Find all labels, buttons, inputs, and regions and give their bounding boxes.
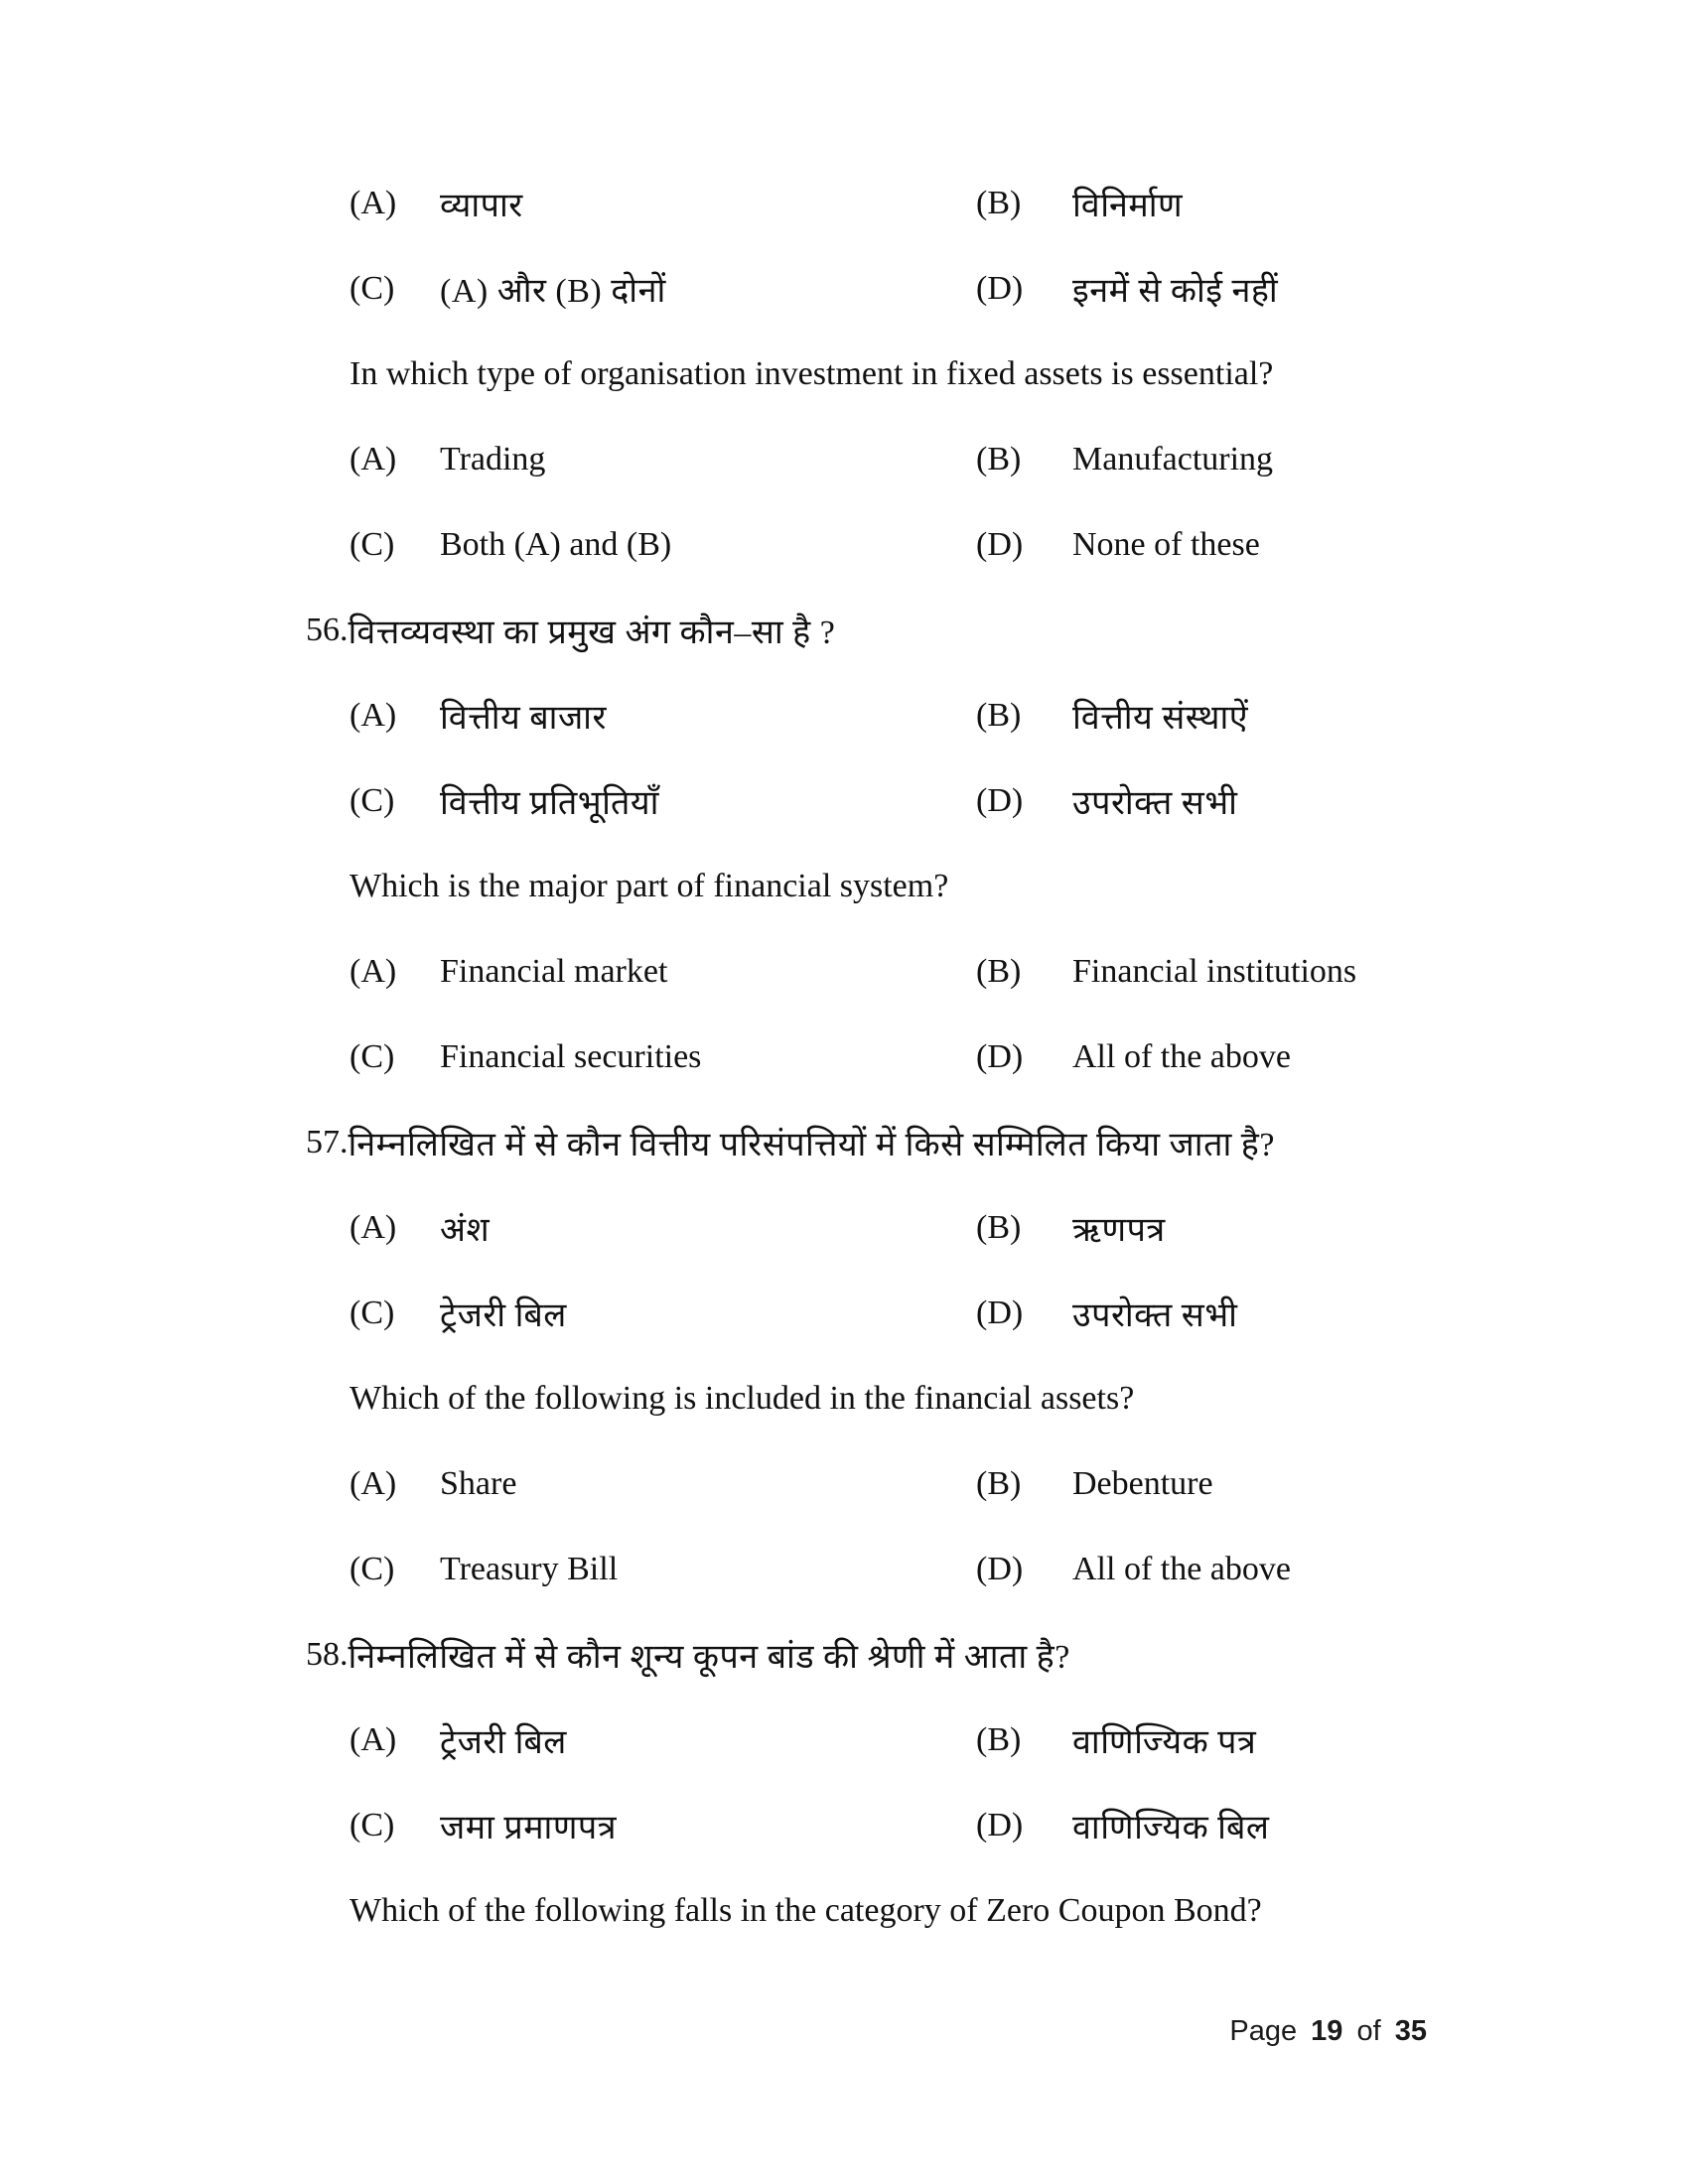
option-letter: (C) [350,782,395,819]
q56-hindi-options-row-2 [0,758,1688,844]
q57-hindi-option-d [976,1291,1237,1336]
q57-english-options-row-2 [0,1527,1688,1612]
option-letter: (A) [350,441,397,478]
option-text: अंश [440,1212,491,1249]
option-text: Financial institutions [1072,953,1357,990]
q55-hindi-option-c [350,266,976,312]
option-text: (A) और (B) दोनों [440,273,666,310]
option-text: व्यापार [440,188,523,224]
q55-english-option-d [976,526,1260,564]
option-letter: (C) [350,1551,395,1587]
q55-hindi-option-a [350,181,976,226]
option-text: ऋणपत्र [1072,1212,1166,1249]
option-text: जमा प्रमाणपत्र [440,1810,618,1846]
question-text-english: Which of the following is included in the financial assets? [350,1380,1135,1417]
option-text: ट्रेजरी बिल [440,1297,567,1334]
option-letter: (B) [976,441,1022,478]
option-letter: (B) [976,953,1022,990]
question-text-hindi: निम्नलिखित में से कौन शून्य कूपन बांड की श्रेणी में आता है? [348,1639,1070,1676]
option-letter: (C) [350,526,395,563]
q57-english-option-b [976,1465,1213,1503]
option-text: विनिर्माण [1072,188,1184,224]
option-text: All of the above [1072,1038,1291,1075]
footer-of-label: of [1356,2015,1381,2047]
option-letter: (D) [976,1551,1024,1587]
option-letter: (A) [350,1465,397,1502]
option-text: Debenture [1072,1465,1213,1502]
q57-hindi-options-row-2 [0,1271,1688,1356]
question-number: 58. [306,1636,349,1673]
option-letter: (C) [350,1295,395,1331]
q56-english-options-row-1 [0,929,1688,1015]
footer-total-pages: 35 [1394,2015,1427,2047]
q57-english-option-c [350,1551,976,1588]
option-text: Both (A) and (B) [440,526,672,563]
q56-english-options-row-2 [0,1015,1688,1100]
q55-english-options-row-1 [0,417,1688,502]
question-text-english: Which is the major part of financial system? [350,868,949,904]
q57-hindi-option-b [976,1205,1166,1251]
question-number: 56. [306,612,349,648]
q55-hindi-option-b [976,181,1183,226]
q56-english-option-b [976,953,1356,991]
option-letter: (B) [976,697,1022,734]
option-letter: (B) [976,185,1022,221]
q58-hindi-question [0,1612,1688,1698]
q57-hindi-question [0,1100,1688,1185]
q58-hindi-option-c [350,1803,976,1848]
q57-hindi-options-row-1 [0,1185,1688,1271]
question-text-hindi: वित्तव्यवस्था का प्रमुख अंग कौन–सा है ? [348,614,836,651]
option-letter: (B) [976,1465,1022,1502]
q57-hindi-option-a [350,1205,976,1251]
option-letter: (C) [350,1807,395,1843]
option-text: वित्तीय बाजार [440,700,607,737]
option-text: वित्तीय प्रतिभूतियाँ [440,785,659,822]
option-text: Share [440,1465,517,1502]
q56-hindi-option-b [976,693,1248,739]
question-text-hindi: निम्नलिखित में से कौन वित्तीय परिसंपत्तियों में किसे सम्मिलित किया जाता है? [348,1127,1275,1163]
q56-english-option-a [350,953,976,991]
option-letter: (C) [350,1038,395,1075]
footer-page-label: Page [1229,2015,1298,2047]
q58-hindi-option-a [350,1717,976,1763]
option-text: इनमें से कोई नहीं [1072,273,1279,310]
q57-hindi-option-c [350,1291,976,1336]
question-text-english: Which of the following falls in the category of Zero Coupon Bond? [350,1892,1262,1929]
q58-english-question [0,1868,1688,1954]
q55-english-option-b [976,441,1273,478]
option-letter: (D) [976,1807,1024,1843]
option-text: उपरोक्त सभी [1072,785,1238,822]
option-text: Trading [440,441,546,478]
q55-hindi-options-row-2 [0,246,1688,332]
option-text: Treasury Bill [440,1551,619,1587]
q58-hindi-options-row-2 [0,1783,1688,1868]
q57-english-option-a [350,1465,976,1503]
q56-hindi-option-a [350,693,976,739]
footer-page-number: 19 [1311,2015,1343,2047]
option-text: वाणिज्यिक बिल [1072,1810,1270,1846]
option-letter: (D) [976,526,1024,563]
q57-english-option-d [976,1551,1291,1588]
question-number: 57. [306,1124,349,1160]
option-letter: (A) [350,185,397,221]
q55-english-question [0,332,1688,417]
q55-english-option-a [350,441,976,478]
option-letter: (A) [350,1721,397,1758]
option-letter: (A) [350,953,397,990]
option-letter: (B) [976,1721,1022,1758]
option-letter: (C) [350,270,395,307]
option-letter: (D) [976,1295,1024,1331]
q56-hindi-question [0,588,1688,673]
option-letter: (A) [350,697,397,734]
option-text: वित्तीय संस्थाऐं [1072,700,1249,737]
q58-hindi-options-row-1 [0,1698,1688,1783]
q56-hindi-option-d [976,778,1237,824]
option-text: वाणिज्यिक पत्र [1072,1724,1257,1761]
option-letter: (D) [976,270,1024,307]
page-footer [1229,2015,1427,2048]
option-letter: (D) [976,782,1024,819]
q56-english-question [0,844,1688,929]
question-text-english: In which type of organisation investment in fixed assets is essential? [350,355,1274,392]
q55-hindi-options-row-1 [0,161,1688,246]
option-text: Manufacturing [1072,441,1274,478]
option-letter: (D) [976,1038,1024,1075]
q55-english-option-c [350,526,976,564]
option-text: ट्रेजरी बिल [440,1724,567,1761]
q56-hindi-option-c [350,778,976,824]
q57-english-options-row-1 [0,1441,1688,1527]
q56-english-option-d [976,1038,1291,1076]
option-text: उपरोक्त सभी [1072,1297,1238,1334]
q55-english-options-row-2 [0,502,1688,588]
q58-hindi-option-d [976,1803,1269,1848]
option-letter: (A) [350,1209,397,1246]
option-letter: (B) [976,1209,1022,1246]
q56-english-option-c [350,1038,976,1076]
option-text: Financial securities [440,1038,702,1075]
q58-hindi-option-b [976,1717,1256,1763]
option-text: None of these [1072,526,1260,563]
q56-hindi-options-row-1 [0,673,1688,758]
q57-english-question [0,1356,1688,1441]
option-text: Financial market [440,953,668,990]
option-text: All of the above [1072,1551,1291,1587]
q55-hindi-option-d [976,266,1278,312]
